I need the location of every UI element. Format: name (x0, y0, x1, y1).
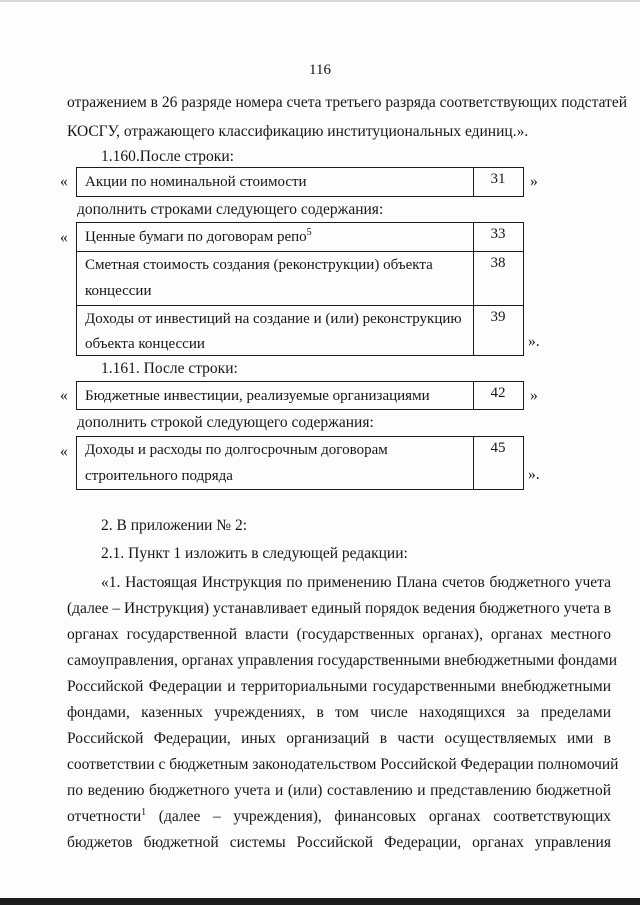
table-row-label-cont: объекта концессии (85, 336, 205, 352)
paragraph-line: по ведению бюджетного учета и (или) составлению и представлению бюджетной (67, 782, 611, 799)
close-quote: » (530, 387, 538, 404)
open-quote: « (60, 387, 68, 404)
intro-line-1: отражением в 26 разряде номера счета третьего разряда соответствующих подстатей (67, 94, 628, 111)
table-row-label: Сметная стоимость создания (реконструкции) объекта (85, 257, 433, 273)
table-1-161-original (76, 381, 524, 410)
table-1-160-original (76, 167, 524, 197)
table-row-code: 38 (490, 255, 506, 271)
open-quote: « (60, 229, 68, 246)
table-1-161-added (76, 436, 524, 490)
close-quote: ». (528, 333, 540, 350)
table-row-label: Ценные бумаги по договорам репо$^5$ (85, 227, 312, 245)
scan-bottom-edge (0, 898, 640, 905)
paragraph-line: (далее – Инструкция) устанавливает единый порядок ведения бюджетного учета в (67, 600, 612, 617)
table-row-label: Доходы от инвестиций на создание и (или) реконструкцию (85, 311, 462, 327)
paragraph-line: «1. Настоящая Инструкция по применению Плана счетов бюджетного учета (101, 574, 611, 591)
open-quote: « (60, 443, 68, 460)
table-1-160-added (76, 222, 524, 356)
table-cell-label: Бюджетные инвестиции, реализуемые организациями (85, 388, 430, 404)
table-cell-code: 42 (490, 385, 506, 401)
paragraph-line: Российской Федерации, иных организаций в части осуществляемых ими в (67, 730, 611, 747)
footnote-mark: 5 (306, 227, 312, 238)
item-1-161-heading: 1.161. После строки: (101, 360, 238, 377)
close-quote: ». (528, 466, 540, 483)
open-quote: « (60, 173, 68, 190)
table-row-code: 33 (490, 226, 506, 242)
paragraph-line: бюджетов бюджетной системы Российской Федерации, органах управления (67, 834, 611, 851)
table-row-label-cont: концессии (85, 283, 152, 299)
item-1-161-instruction: дополнить строкой следующего содержания: (77, 414, 374, 431)
table-row-code: 39 (490, 309, 506, 325)
paragraph-line: фондами, казенных учреждениях, в том числе находящихся за пределами (67, 704, 611, 721)
paragraph-line: Российской Федерации и территориальными государственными внебюджетными (67, 678, 611, 695)
item-1-160-instruction: дополнить строками следующего содержания: (77, 201, 384, 218)
paragraph-line-footnote: отчетности$^1$ (далее – учреждения), финансовых органах соответствующих (67, 806, 611, 825)
footnote-mark: 1 (141, 806, 147, 818)
table-cell-code: 31 (490, 171, 506, 187)
paragraph-line: соответствии с бюджетным законодательством Российской Федерации полномочий (67, 756, 619, 773)
table-cell-label: Акции по номинальной стоимости (85, 174, 307, 190)
section-2-1-heading: 2.1. Пункт 1 изложить в следующей редакции: (101, 545, 408, 562)
paragraph-line: органах государственной власти (государственных органах), органах местного (67, 626, 611, 643)
table-row-label: Доходы и расходы по долгосрочным договорам (85, 442, 388, 458)
table-row-label-cont: строительного подряда (85, 468, 233, 484)
section-2-heading: 2. В приложении № 2: (101, 517, 248, 534)
close-quote: » (530, 173, 538, 190)
item-1-160-heading: 1.160.После строки: (101, 148, 234, 165)
page-number: 116 (309, 62, 331, 78)
table-row-code: 45 (490, 440, 506, 456)
paragraph-line: самоуправления, органах управления государственными внебюджетными фондами (67, 652, 618, 669)
page-top-edge (0, 0, 640, 2)
intro-line-2: КОСГУ, отражающего классификацию институциональных единиц.». (67, 123, 529, 140)
